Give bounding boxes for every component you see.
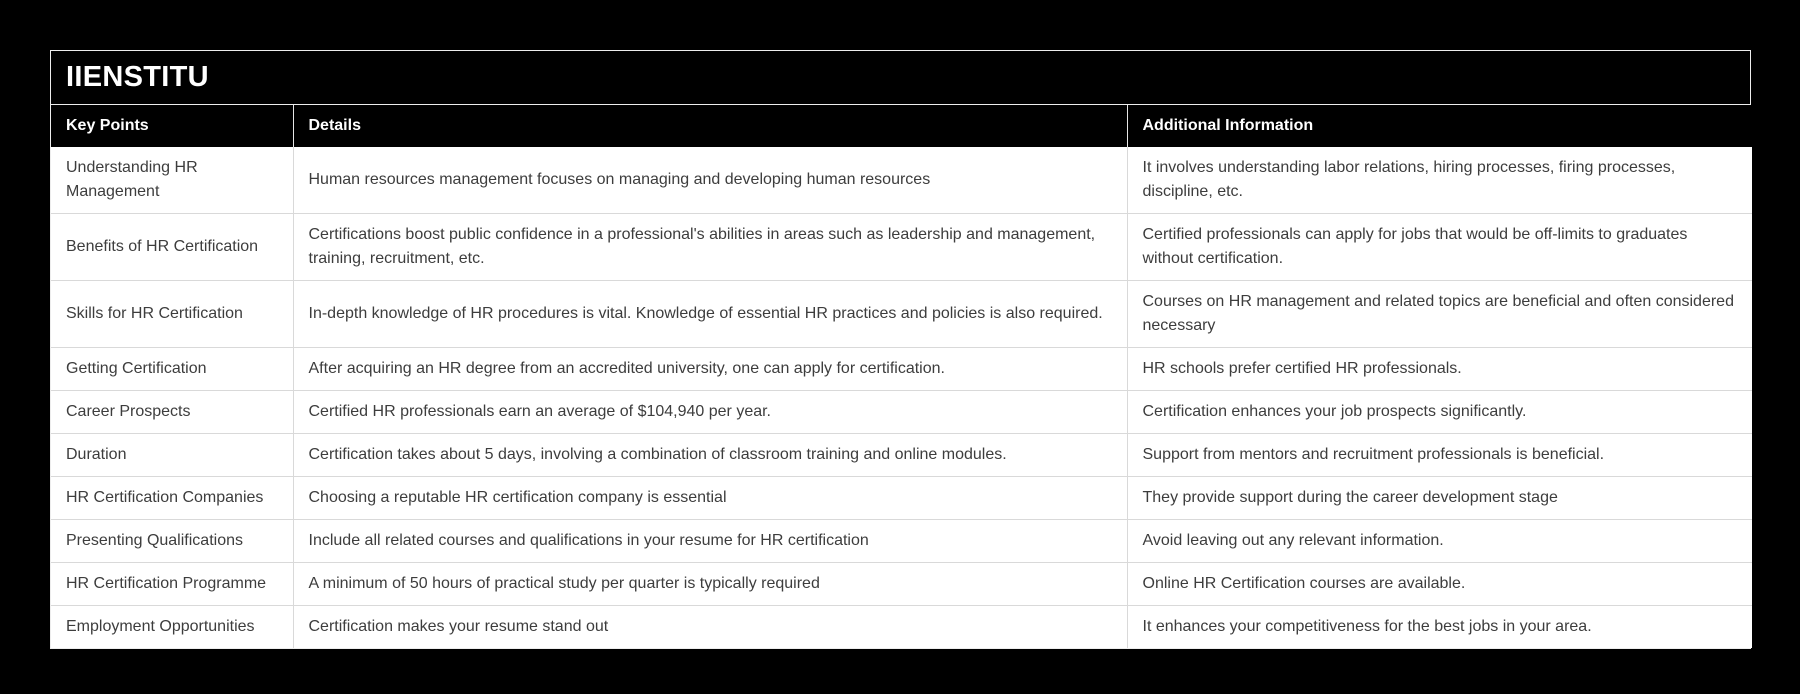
hr-certification-card [50, 50, 1751, 649]
cell-key-points: Understanding HR Management [51, 147, 293, 214]
table-row [51, 281, 1752, 348]
cell-details: A minimum of 50 hours of practical study per quarter is typically required [293, 563, 1127, 606]
column-header-additional-information: Additional Information [1127, 105, 1752, 147]
cell-key-points: Employment Opportunities [51, 606, 293, 649]
cell-additional-information: They provide support during the career development stage [1127, 477, 1752, 520]
page-title: IIENSTITU [51, 51, 1750, 105]
cell-details: Certifications boost public confidence in a professional's abilities in areas such as leadership and management, training, recruitment, etc. [293, 214, 1127, 281]
table-row [51, 391, 1752, 434]
cell-key-points: Duration [51, 434, 293, 477]
cell-details: Certification takes about 5 days, involving a combination of classroom training and online modules. [293, 434, 1127, 477]
cell-additional-information: It involves understanding labor relations, hiring processes, firing processes, discipline, etc. [1127, 147, 1752, 214]
hr-certification-table [51, 105, 1752, 648]
table-row [51, 147, 1752, 214]
cell-additional-information: Online HR Certification courses are available. [1127, 563, 1752, 606]
cell-key-points: Skills for HR Certification [51, 281, 293, 348]
table-row [51, 520, 1752, 563]
cell-details: In-depth knowledge of HR procedures is vital. Knowledge of essential HR practices and policies is also required. [293, 281, 1127, 348]
table-row [51, 214, 1752, 281]
table-row [51, 606, 1752, 649]
cell-details: Certification makes your resume stand out [293, 606, 1127, 649]
table-row [51, 563, 1752, 606]
table-row [51, 434, 1752, 477]
cell-details: After acquiring an HR degree from an accredited university, one can apply for certification. [293, 348, 1127, 391]
cell-details: Human resources management focuses on managing and developing human resources [293, 147, 1127, 214]
column-header-key-points: Key Points [51, 105, 293, 147]
cell-key-points: Benefits of HR Certification [51, 214, 293, 281]
cell-additional-information: Support from mentors and recruitment professionals is beneficial. [1127, 434, 1752, 477]
cell-additional-information: Avoid leaving out any relevant information. [1127, 520, 1752, 563]
cell-details: Include all related courses and qualifications in your resume for HR certification [293, 520, 1127, 563]
cell-additional-information: Certified professionals can apply for jobs that would be off-limits to graduates without certification. [1127, 214, 1752, 281]
cell-key-points: Getting Certification [51, 348, 293, 391]
cell-additional-information: HR schools prefer certified HR professionals. [1127, 348, 1752, 391]
table-row [51, 348, 1752, 391]
cell-details: Choosing a reputable HR certification company is essential [293, 477, 1127, 520]
table-row [51, 477, 1752, 520]
cell-key-points: Presenting Qualifications [51, 520, 293, 563]
cell-key-points: HR Certification Companies [51, 477, 293, 520]
cell-additional-information: Certification enhances your job prospects significantly. [1127, 391, 1752, 434]
cell-additional-information: It enhances your competitiveness for the best jobs in your area. [1127, 606, 1752, 649]
column-header-details: Details [293, 105, 1127, 147]
table-header-row [51, 105, 1752, 147]
cell-details: Certified HR professionals earn an average of $104,940 per year. [293, 391, 1127, 434]
cell-key-points: HR Certification Programme [51, 563, 293, 606]
cell-additional-information: Courses on HR management and related topics are beneficial and often considered necessary [1127, 281, 1752, 348]
cell-key-points: Career Prospects [51, 391, 293, 434]
